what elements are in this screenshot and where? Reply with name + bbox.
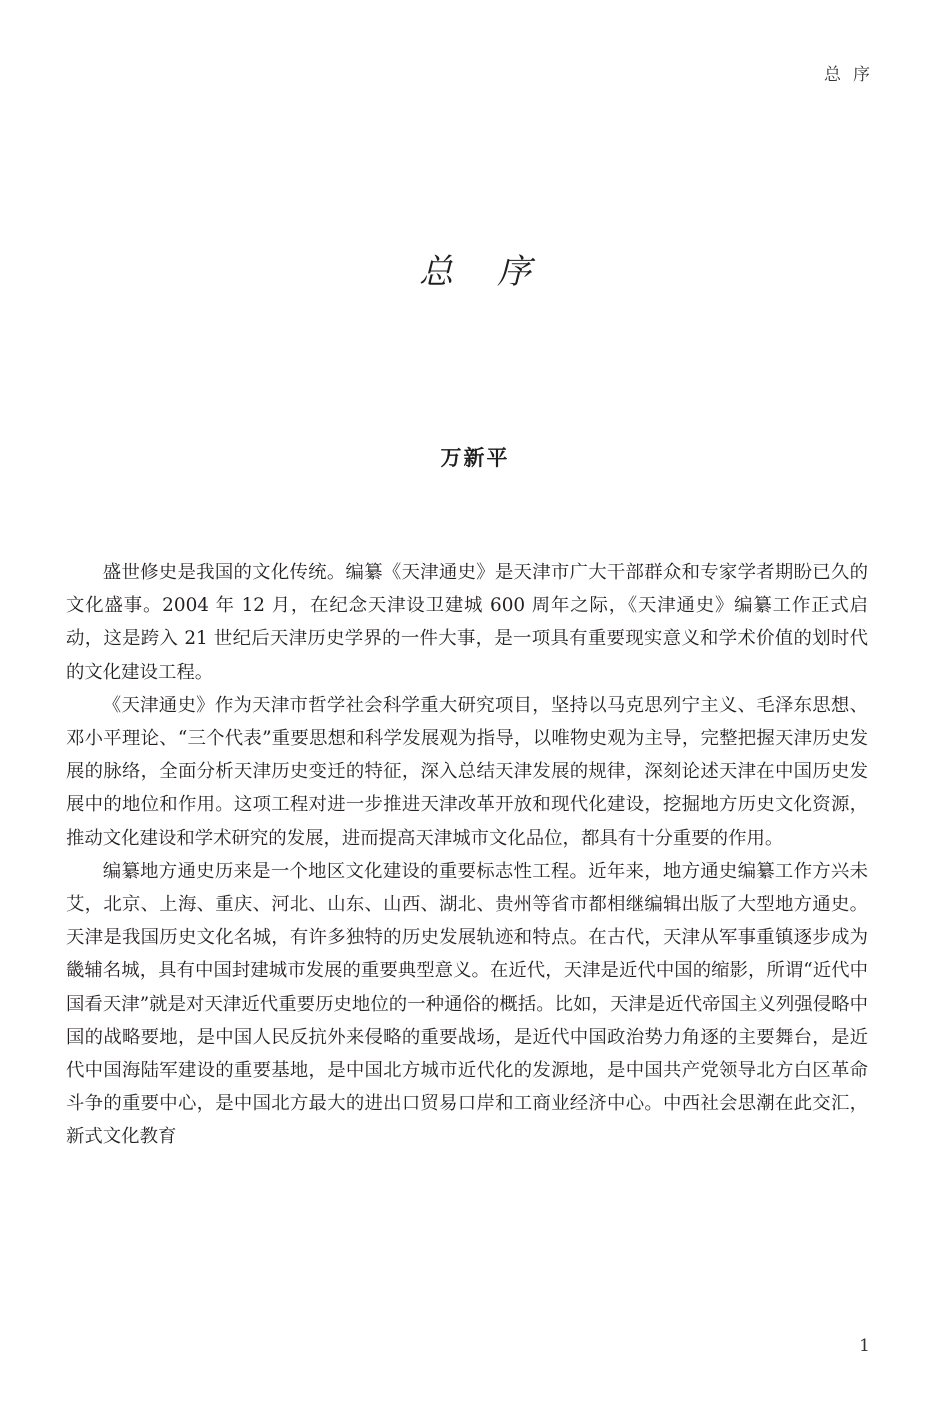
paragraph-3: 编纂地方通史历来是一个地区文化建设的重要标志性工程。近年来，地方通史编纂工作方兴未艾，北京、上海、重庆、河北、山东、山西、湖北、贵州等省市都相继编辑出版了大型地方通史。天津是我国历史文化名城，有许多独特的历史发展轨迹和特点。在古代，天津从军事重镇逐步成为畿辅名城，具有中国封建城市发展的重要典型意义。在近代，天津是近代中国的缩影，所谓“近代中国看天津”就是对天津近代重要历史地位的一种通俗的概括。比如，天津是近代帝国主义列强侵略中国的战略要地，是中国人民反抗外来侵略的重要战场，是近代中国政治势力角逐的主要舞台，是近代中国海陆军建设的重要基地，是中国北方城市近代化的发源地，是中国共产党领导北方白区革命斗争的重要中心，是中国北方最大的进出口贸易口岸和工商业经济中心。中西社会思潮在此交汇，新式文化教育 — [66, 860, 868, 1148]
page-number: 1 — [859, 1336, 870, 1356]
chapter-title: 总序 — [419, 252, 575, 292]
running-header: 总序 — [824, 65, 882, 85]
paragraph-2: 《天津通史》作为天津市哲学社会科学重大研究项目，坚持以马克思列宁主义、毛泽东思想、邓小平理论、“三个代表”重要思想和科学发展观为指导，以唯物史观为主导，完整把握天津历史发展的脉络，全面分析天津历史变迁的特征，深入总结天津发展的规律，深刻论述天津在中国历史发展中的地位和作用。这项工程对进一步推进天津改革开放和现代化建设，挖掘地方历史文化资源，推动文化建设和学术研究的发展，进而提高天津城市文化品位，都具有十分重要的作用。 — [66, 694, 868, 849]
paragraph-1: 盛世修史是我国的文化传统。编纂《天津通史》是天津市广大干部群众和专家学者期盼已久的文化盛事。2004 年 12 月，在纪念天津设卫建城 600 周年之际，《天津通史》编纂工作正式启动，这是跨入 21 世纪后天津历史学界的一件大事，是一项具有重要现实意义和学术价值的划时代的文化建设工程。 — [66, 562, 868, 683]
author-name: 万新平 — [440, 445, 510, 470]
body-text — [66, 556, 868, 1154]
